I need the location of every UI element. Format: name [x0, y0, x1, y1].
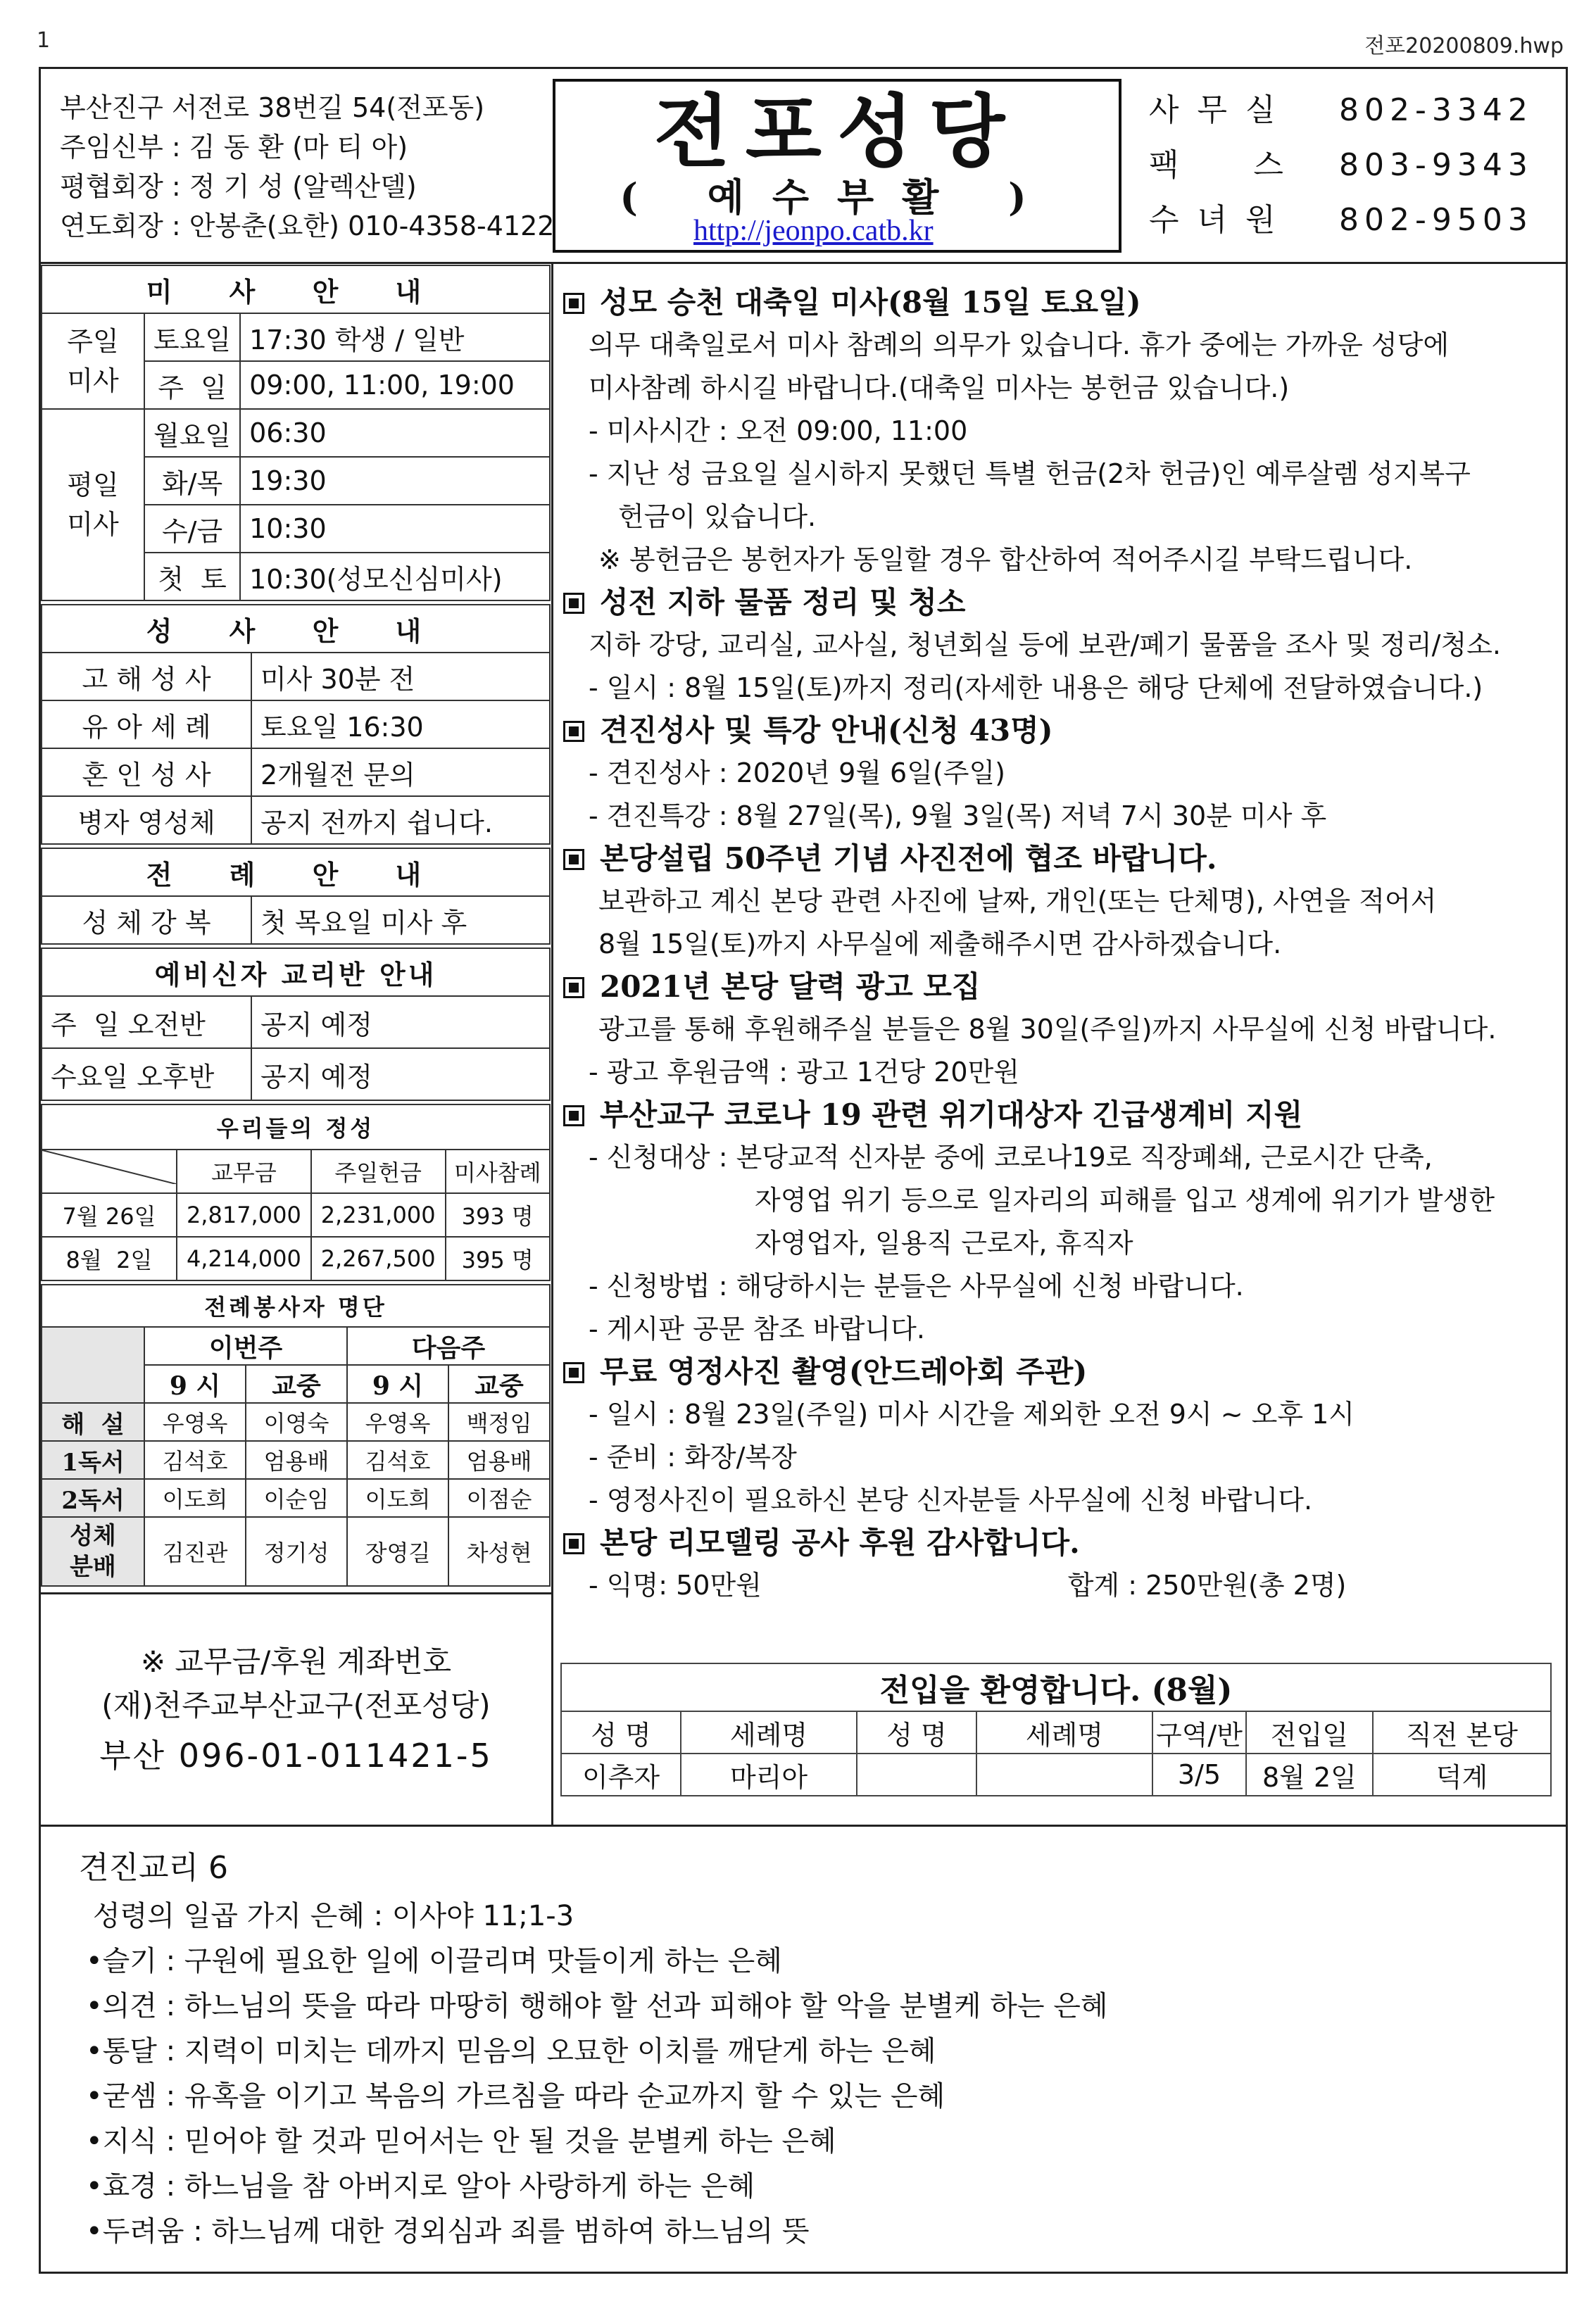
- catechumen-value: 공지 예정: [251, 996, 550, 1048]
- mass-time: 17:30 학생 / 일반: [240, 313, 550, 361]
- volunteer-role: 해 설: [42, 1403, 144, 1441]
- sacrament-value: 공지 전까지 쉽니다.: [251, 796, 550, 844]
- liturgy-heading: 전 례 안 내: [42, 848, 550, 896]
- welcome-cell: 마리아: [681, 1754, 857, 1796]
- notice-line: - 지난 성 금요일 실시하지 못했던 특별 헌금(2차 헌금)인 예루살렘 성지복구: [589, 458, 1471, 489]
- welcome-cell: 8월 2일: [1246, 1754, 1373, 1796]
- account-holder: (재)천주교부산교구(전포성당): [101, 1688, 491, 1723]
- notice-line: - 견진특강 : 8월 27일(목), 9월 3일(목) 저녁 7시 30분 미사 후: [589, 800, 1327, 831]
- sacrament-label: 병자 영성체: [42, 796, 251, 844]
- volunteer-role: 성체 분배: [42, 1517, 144, 1586]
- notice-item: [563, 710, 1556, 838]
- welcome-col-header: 직전 본당: [1373, 1711, 1551, 1754]
- notice-line: ※ 봉헌금은 봉헌자가 동일할 경우 합산하여 적어주시길 부탁드립니다.: [598, 544, 1413, 575]
- mass-day: 첫 토: [144, 553, 240, 600]
- mass-day: 토요일: [144, 313, 240, 361]
- liturgy-table: [41, 848, 551, 945]
- notice-title: 견진성사 및 특강 안내(신청 43명): [563, 710, 1556, 752]
- volunteer-name: 이점순: [448, 1479, 550, 1517]
- notice-title: 무료 영정사진 촬영(안드레아회 주관): [563, 1351, 1556, 1393]
- notice-line: - 신청방법 : 해당하시는 분들은 사무실에 신청 바랍니다.: [589, 1271, 1244, 1302]
- square-bullet-icon: [563, 721, 584, 742]
- volunteer-heading: 전례봉사자 명단: [42, 1285, 550, 1327]
- account-number: 부산 096-01-011421-5: [99, 1737, 493, 1775]
- volunteer-name: 이영숙: [246, 1403, 347, 1441]
- welcome-cell: [857, 1754, 976, 1796]
- notice-line: - 게시판 공문 참조 바랍니다.: [589, 1314, 925, 1345]
- volunteer-name: 이도희: [144, 1479, 246, 1517]
- catechumen-value: 공지 예정: [251, 1048, 550, 1100]
- contact-convent: 수 녀 원 802-9503: [1149, 202, 1533, 238]
- offering-date: 7월 26일: [42, 1193, 177, 1237]
- notice-line: 의무 대축일로서 미사 참례의 의무가 있습니다. 휴가 중에는 가까운 성당에: [589, 329, 1450, 360]
- doctrine-item: •통달 : 지력이 미치는 데까지 믿음의 오묘한 이치를 깨닫게 하는 은혜: [86, 2035, 936, 2067]
- notice-item: [563, 1094, 1556, 1351]
- welcome-col-header: 성 명: [857, 1711, 976, 1754]
- volunteer-name: 이순임: [246, 1479, 347, 1517]
- welcome-col-header: 세례명: [976, 1711, 1152, 1754]
- notice-item: [563, 1351, 1556, 1522]
- doctrine-item: •의견 : 하느님의 뜻을 따라 마땅히 행해야 할 선과 피해야 할 악을 분별케 하는 은혜: [86, 1990, 1108, 2022]
- mass-day: 화/목: [144, 457, 240, 505]
- notice-item: [563, 1522, 1556, 1607]
- parish-title: 전포성당: [653, 86, 1021, 178]
- square-bullet-icon: [563, 849, 584, 870]
- notice-title: 본당 리모델링 공사 후원 감사합니다.: [563, 1522, 1556, 1564]
- welcome-col-header: 세례명: [681, 1711, 857, 1754]
- volunteer-name: 우영옥: [144, 1403, 246, 1441]
- notice-line: - 영정사진이 필요하신 본당 신자분들 사무실에 신청 바랍니다.: [589, 1485, 1313, 1516]
- sacrament-table: [41, 604, 551, 845]
- volunteer-sub-header: 9 시: [347, 1365, 448, 1403]
- council-president: 평협회장 : 정 기 성 (알렉산델): [60, 171, 417, 202]
- offering-heading: 우리들의 정성: [42, 1104, 550, 1150]
- offering-date: 8월 2일: [42, 1237, 177, 1280]
- welcome-cell: 3/5: [1152, 1754, 1246, 1796]
- mass-time: 06:30: [240, 409, 550, 457]
- liturgy-label: 성 체 강 복: [42, 896, 251, 944]
- diagonal-line: [42, 1150, 176, 1184]
- account-title: ※ 교무금/후원 계좌번호: [140, 1644, 452, 1679]
- parish-address: 부산진구 서전로 38번길 54(전포동): [60, 92, 485, 123]
- notice-title: 성전 지하 물품 정리 및 청소: [563, 581, 1556, 624]
- parish-subtitle: ( 예수부활 ): [620, 175, 1055, 220]
- doctrine-item: •지식 : 믿어야 할 것과 믿어서는 안 될 것을 분별케 하는 은혜: [86, 2125, 836, 2158]
- offering-collection: 2,267,500: [311, 1237, 446, 1280]
- volunteer-sub-header: 교중: [246, 1365, 347, 1403]
- mass-day: 월요일: [144, 409, 240, 457]
- mass-time: 10:30: [240, 505, 550, 553]
- offering-attendance: 393 명: [446, 1193, 551, 1237]
- sacrament-label: 혼 인 성 사: [42, 748, 251, 796]
- column-divider: [551, 262, 553, 1826]
- offering-dues: 4,214,000: [177, 1237, 311, 1280]
- contact-list: [1149, 83, 1543, 248]
- notice-title: 성모 승천 대축일 미사(8월 15일 토요일): [563, 282, 1556, 324]
- mass-time: 09:00, 11:00, 19:00: [240, 361, 550, 409]
- notice-line: 자영업 위기 등으로 일자리의 피해를 입고 생계에 위기가 발생한: [755, 1185, 1495, 1216]
- notice-line: - 신청대상 : 본당교적 신자분 중에 코로나19로 직장폐쇄, 근로시간 단축,: [589, 1142, 1433, 1173]
- contact-office: 사 무 실 802-3342: [1149, 92, 1533, 128]
- notice-line: - 준비 : 화장/복장: [589, 1442, 797, 1473]
- welcome-cell: 이추자: [561, 1754, 681, 1796]
- notice-line: 헌금이 있습니다.: [618, 501, 817, 532]
- doctrine-intro: 성령의 일곱 가지 은혜 : 이사야 11;1-3: [93, 1900, 574, 1932]
- offering-attendance: 395 명: [446, 1237, 551, 1280]
- mass-time: 10:30(성모신심미사): [240, 553, 550, 600]
- volunteer-name: 우영옥: [347, 1403, 448, 1441]
- notice-line: 미사참례 하시길 바랍니다.(대축일 미사는 봉헌금 있습니다.): [589, 372, 1290, 403]
- square-bullet-icon: [563, 977, 584, 998]
- volunteer-table: [41, 1284, 551, 1587]
- bottom-divider: [39, 1825, 1568, 1827]
- volunteer-corner-cell: [42, 1327, 144, 1403]
- doctrine-item: •굳셈 : 유혹을 이기고 복음의 가르침을 따라 순교까지 할 수 있는 은혜: [86, 2080, 945, 2113]
- notice-line: - 미사시간 : 오전 09:00, 11:00: [589, 415, 968, 446]
- contact-fax: 팩 스 803-9343: [1149, 147, 1533, 183]
- welcome-cell: [976, 1754, 1152, 1796]
- offering-table: [41, 1104, 551, 1281]
- pastor-name: 주임신부 : 김 동 환 (마 티 아): [60, 132, 408, 163]
- doctrine-item: •두려움 : 하느님께 대한 경외심과 죄를 범하여 하느님의 뜻: [86, 2215, 810, 2248]
- notice-line: - 익명: 50만원 합계 : 250만원(총 2명): [589, 1570, 1347, 1601]
- volunteer-role: 2독서: [42, 1479, 144, 1517]
- header-divider: [39, 262, 1568, 264]
- notice-line: - 광고 후원금액 : 광고 1건당 20만원: [589, 1057, 1020, 1088]
- sacrament-label: 고 해 성 사: [42, 653, 251, 700]
- mass-day: 주 일: [144, 361, 240, 409]
- mass-table: [41, 265, 551, 601]
- parish-url-link[interactable]: http://jeonpo.catb.kr: [693, 215, 934, 247]
- volunteer-name: 엄용배: [448, 1441, 550, 1479]
- liturgy-value: 첫 목요일 미사 후: [251, 896, 550, 944]
- notice-line: - 일시 : 8월 23일(주일) 미사 시간을 제외한 오전 9시 ~ 오후 1시: [589, 1399, 1355, 1430]
- mass-time: 19:30: [240, 457, 550, 505]
- sacrament-value: 토요일 16:30: [251, 700, 550, 748]
- catechumen-table: [41, 948, 551, 1101]
- volunteer-name: 백정임: [448, 1403, 550, 1441]
- file-name: 전포20200809.hwp: [1364, 34, 1564, 58]
- welcome-table: [560, 1663, 1552, 1796]
- weekday-mass-label: 평일 미사: [42, 409, 144, 600]
- offering-col-header: 미사참례: [446, 1150, 551, 1193]
- square-bullet-icon: [563, 1533, 584, 1554]
- notice-line: 8월 15일(토)까지 사무실에 제출해주시면 감사하겠습니다.: [598, 928, 1282, 959]
- notice-title: 본당설립 50주년 기념 사진전에 협조 바랍니다.: [563, 838, 1556, 880]
- volunteer-name: 차성현: [448, 1517, 550, 1586]
- notice-item: [563, 838, 1556, 966]
- mass-day: 수/금: [144, 505, 240, 553]
- notice-line: 지하 강당, 교리실, 교사실, 청년회실 등에 보관/폐기 물품을 조사 및 정리/청소.: [589, 629, 1501, 660]
- offering-dues: 2,817,000: [177, 1193, 311, 1237]
- notice-item: [563, 581, 1556, 710]
- parish-info: [60, 88, 554, 246]
- sunday-mass-label: 주일 미사: [42, 313, 144, 409]
- mass-heading: 미 사 안 내: [42, 265, 550, 313]
- account-divider: [41, 1592, 551, 1594]
- square-bullet-icon: [563, 293, 584, 314]
- welcome-cell: 덕계: [1373, 1754, 1551, 1796]
- doctrine-item: •효경 : 하느님을 참 아버지로 알아 사랑하게 하는 은혜: [86, 2170, 755, 2203]
- sacrament-value: 미사 30분 전: [251, 653, 550, 700]
- page-number: 1: [37, 28, 51, 53]
- notice-line: 자영업자, 일용직 근로자, 휴직자: [755, 1228, 1133, 1259]
- notice-title: 부산교구 코로나 19 관련 위기대상자 긴급생계비 지원: [563, 1094, 1556, 1136]
- catechumen-heading: 예비신자 교리반 안내: [42, 948, 550, 996]
- volunteer-name: 정기성: [246, 1517, 347, 1586]
- left-column: [41, 265, 551, 1587]
- volunteer-name: 엄용배: [246, 1441, 347, 1479]
- offering-col-header: 교무금: [177, 1150, 311, 1193]
- sacrament-value: 2개월전 문의: [251, 748, 550, 796]
- offering-collection: 2,231,000: [311, 1193, 446, 1237]
- volunteer-sub-header: 9 시: [144, 1365, 246, 1403]
- legion-president: 연도회장 : 안봉춘(요한) 010-4358-4122: [60, 210, 555, 241]
- volunteer-name: 김진관: [144, 1517, 246, 1586]
- catechumen-label: 수요일 오후반: [42, 1048, 251, 1100]
- notice-item: [563, 282, 1556, 581]
- offering-corner-cell: [42, 1150, 177, 1193]
- notice-title: 2021년 본당 달력 광고 모집: [563, 966, 1556, 1008]
- doctrine-item: •슬기 : 구원에 필요한 일에 이끌리며 맛들이게 하는 은혜: [86, 1945, 782, 1977]
- square-bullet-icon: [563, 593, 584, 614]
- notice-item: [563, 966, 1556, 1094]
- notice-line: 보관하고 계신 본당 관련 사진에 날짜, 개인(또는 단체명), 사연을 적어서: [598, 886, 1437, 917]
- notice-line: - 일시 : 8월 15일(토)까지 정리(자세한 내용은 해당 단체에 전달하였습니다.): [589, 672, 1483, 703]
- account-info: [41, 1640, 551, 1784]
- doctrine-section: [79, 1843, 1108, 2254]
- volunteer-name: 장영길: [347, 1517, 448, 1586]
- square-bullet-icon: [563, 1105, 584, 1126]
- volunteer-role: 1독서: [42, 1441, 144, 1479]
- catechumen-label: 주 일 오전반: [42, 996, 251, 1048]
- welcome-col-header: 성 명: [561, 1711, 681, 1754]
- welcome-col-header: 구역/반: [1152, 1711, 1246, 1754]
- doctrine-title: 견진교리 6: [79, 1850, 228, 1886]
- notice-list: [563, 282, 1556, 1607]
- notice-line: 광고를 통해 후원해주실 분들은 8월 30일(주일)까지 사무실에 신청 바랍니다.: [598, 1014, 1497, 1045]
- offering-col-header: 주일헌금: [311, 1150, 446, 1193]
- welcome-title: 전입을 환영합니다. (8월): [561, 1663, 1551, 1711]
- square-bullet-icon: [563, 1362, 584, 1383]
- volunteer-name: 김석호: [347, 1441, 448, 1479]
- welcome-col-header: 전입일: [1246, 1711, 1373, 1754]
- volunteer-name: 김석호: [144, 1441, 246, 1479]
- notice-line: - 견진성사 : 2020년 9월 6일(주일): [589, 757, 1005, 788]
- volunteer-name: 이도희: [347, 1479, 448, 1517]
- volunteer-sub-header: 교중: [448, 1365, 550, 1403]
- next-week-header: 다음주: [347, 1327, 550, 1365]
- this-week-header: 이번주: [144, 1327, 347, 1365]
- sacrament-heading: 성 사 안 내: [42, 605, 550, 653]
- sacrament-label: 유 아 세 례: [42, 700, 251, 748]
